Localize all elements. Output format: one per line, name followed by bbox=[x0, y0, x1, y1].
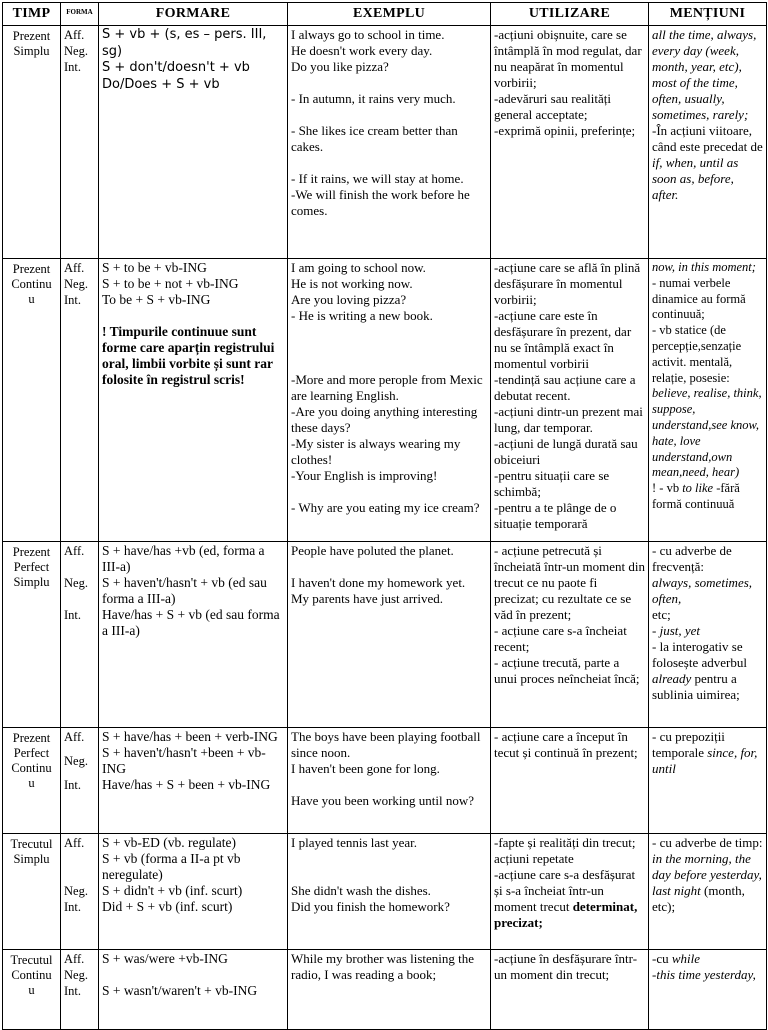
forma-cell bbox=[61, 259, 99, 542]
mentiuni-cell bbox=[649, 950, 767, 1030]
utilizare-line: - acțiune care s-a încheiat recent; bbox=[494, 623, 627, 654]
timp-line: Perfect bbox=[13, 746, 50, 760]
utilizare-line: -tendință sau acțiune care a debutat recent. bbox=[494, 372, 636, 403]
utilizare-line: -acțiune care se află în plină desfășurare în momentul vorbirii; bbox=[494, 260, 641, 307]
timp-cell bbox=[3, 728, 61, 834]
exemplu-cell bbox=[288, 728, 491, 834]
mentiuni-line: always, sometimes, often, bbox=[652, 575, 753, 606]
exemplu-cell bbox=[288, 259, 491, 542]
formare-line: S + have/has +vb (ed, forma a III-a) bbox=[102, 543, 265, 574]
exemplu-line: - She likes ice cream better than cakes. bbox=[291, 123, 458, 154]
forma-cell bbox=[61, 834, 99, 950]
forma-neg: Neg. bbox=[64, 44, 88, 58]
formare-line: S + haven't/hasn't +been + vb-ING bbox=[102, 745, 266, 776]
utilizare-line: - acțiune care a început în tecut și continuă în prezent; bbox=[494, 729, 638, 760]
timp-line: Prezent bbox=[12, 29, 51, 43]
timp-cell bbox=[3, 834, 61, 950]
timp-line: Simplu bbox=[13, 852, 50, 866]
exemplu-line: -My sister is always wearing my clothes! bbox=[291, 436, 461, 467]
exemplu-cell bbox=[288, 26, 491, 259]
timp-line: Continu bbox=[11, 761, 52, 775]
formare-line: Did + S + vb (inf. scurt) bbox=[102, 899, 233, 914]
exemplu-line: She didn't wash the dishes. bbox=[291, 883, 431, 898]
mentiuni-line: already bbox=[652, 671, 692, 686]
exemplu-line: The boys have been playing football since noon. bbox=[291, 729, 481, 760]
forma-int: Int. bbox=[64, 900, 82, 914]
mentiuni-line: -În acțiuni viitoare, când este precedat de bbox=[652, 123, 763, 154]
exemplu-line: Do you like pizza? bbox=[291, 59, 389, 74]
forma-aff: Aff. bbox=[64, 261, 85, 275]
forma-aff: Aff. bbox=[64, 544, 85, 558]
forma-aff: Aff. bbox=[64, 28, 85, 42]
header-utilizare: UTILIZARE bbox=[491, 3, 649, 26]
exemplu-cell bbox=[288, 950, 491, 1030]
formare-line: S + was/were +vb-ING bbox=[102, 951, 228, 966]
utilizare-line: -acțiune care s-a desfășurat și s-a încheiat într-un moment trecut bbox=[494, 867, 636, 914]
utilizare-line: - acțiune trecută, parte a unui proces neîncheiat încă; bbox=[494, 655, 640, 686]
mentiuni-line: - cu prepoziții temporale bbox=[652, 729, 725, 760]
mentiuni-cell bbox=[649, 259, 767, 542]
utilizare-line: -pentru a te plânge de o situație temporară bbox=[494, 500, 617, 531]
utilizare-cell bbox=[491, 950, 649, 1030]
exemplu-line: - In autumn, it rains very much. bbox=[291, 91, 456, 106]
exemplu-line: He doesn't work every day. bbox=[291, 43, 433, 58]
forma-neg: Neg. bbox=[64, 754, 88, 768]
formare-cell bbox=[99, 259, 288, 542]
mentiuni-line: -fără formă continuuă bbox=[652, 481, 740, 511]
grammar-table bbox=[2, 2, 767, 1030]
table-row bbox=[3, 26, 767, 259]
timp-line: Prezent bbox=[12, 545, 51, 559]
exemplu-line: - Why are you eating my ice cream? bbox=[291, 500, 480, 515]
timp-line: Trecutul bbox=[10, 837, 53, 851]
forma-int: Int. bbox=[64, 984, 82, 998]
mentiuni-line: if, when, until as soon as, before, after. bbox=[652, 155, 739, 202]
formare-line: S + have/has + been + verb-ING bbox=[102, 729, 278, 744]
forma-aff: Aff. bbox=[64, 836, 85, 850]
forma-cell bbox=[61, 728, 99, 834]
exemplu-line: While my brother was listening the radio, I was reading a book; bbox=[291, 951, 475, 982]
utilizare-line: -pentru situații care se schimbă; bbox=[494, 468, 610, 499]
formare-line: S + haven't/hasn't + vb (ed sau forma a III-a) bbox=[102, 575, 267, 606]
exemplu-line: Did you finish the homework? bbox=[291, 899, 450, 914]
utilizare-line: -acțiuni de lungă durată sau obiceiuri bbox=[494, 436, 638, 467]
mentiuni-cell bbox=[649, 26, 767, 259]
exemplu-line: - He is writing a new book. bbox=[291, 308, 433, 323]
exemplu-cell bbox=[288, 542, 491, 728]
mentiuni-line: - numai verbele dinamice au formă continuuă; bbox=[652, 275, 746, 322]
timp-line: Continu bbox=[11, 277, 52, 291]
timp-line: Continu bbox=[11, 968, 52, 982]
utilizare-line: -acțiuni obișnuite, care se întâmplă în mod regulat, dar nu neapărat în momentul vorbirii; bbox=[494, 27, 642, 90]
timp-cell bbox=[3, 26, 61, 259]
utilizare-line: -acțiuni dintr-un prezent mai lung, dar temporar. bbox=[494, 404, 643, 435]
forma-aff: Aff. bbox=[64, 730, 85, 744]
exemplu-line: - If it rains, we will stay at home. bbox=[291, 171, 464, 186]
formare-line: S + wasn't/waren't + vb-ING bbox=[102, 983, 258, 998]
forma-cell bbox=[61, 950, 99, 1030]
utilizare-cell bbox=[491, 834, 649, 950]
utilizare-line: -adevăruri sau realități general acceptate; bbox=[494, 91, 611, 122]
timp-line: Simplu bbox=[13, 575, 50, 589]
header-mentiuni: MENȚIUNI bbox=[649, 3, 767, 26]
exemplu-line: Are you loving pizza? bbox=[291, 292, 407, 307]
formare-line: To be + S + vb-ING bbox=[102, 292, 211, 307]
forma-neg: Neg. bbox=[64, 968, 88, 982]
mentiuni-line: now, in this moment; bbox=[652, 260, 756, 274]
header-formare: FORMARE bbox=[99, 3, 288, 26]
forma-int: Int. bbox=[64, 778, 82, 792]
formare-cell bbox=[99, 950, 288, 1030]
table-row bbox=[3, 950, 767, 1030]
formare-line: S + vb (forma a II-a pt vb neregulate) bbox=[102, 851, 241, 882]
mentiuni-line: - cu adverbe de frecvență: bbox=[652, 543, 732, 574]
formare-line: Do/Does + S + vb bbox=[102, 76, 220, 92]
formare-cell bbox=[99, 26, 288, 259]
mentiuni-line: in the morning, the day before yesterday, last night bbox=[652, 851, 762, 898]
timp-line: Prezent bbox=[12, 262, 51, 276]
mentiuni-line: - la interogativ se folosește adverbul bbox=[652, 639, 747, 670]
forma-cell bbox=[61, 26, 99, 259]
utilizare-cell bbox=[491, 26, 649, 259]
formare-line: S + vb-ED (vb. regulate) bbox=[102, 835, 236, 850]
timp-line: u bbox=[28, 292, 35, 306]
forma-int: Int. bbox=[64, 60, 82, 74]
formare-cell bbox=[99, 834, 288, 950]
timp-line: Perfect bbox=[13, 560, 50, 574]
exemplu-line: -Your English is improving! bbox=[291, 468, 438, 483]
mentiuni-line: etc; bbox=[652, 607, 671, 622]
utilizare-line: -acțiune care este în desfășurare în prezent, dar nu se întâmplă exact în momentul vorbirii bbox=[494, 308, 632, 371]
mentiuni-line: believe, realise, think, suppose, understand,see know, hate, love understand,own mean,need, hear) bbox=[652, 386, 762, 480]
exemplu-line: -More and more perople from Mexic are learning English. bbox=[291, 372, 483, 403]
utilizare-cell bbox=[491, 542, 649, 728]
header-forma: FORMA bbox=[61, 3, 99, 26]
header-timp: TIMP bbox=[3, 3, 61, 26]
table-row bbox=[3, 728, 767, 834]
mentiuni-line: pentru a sublinia uimirea; bbox=[652, 671, 740, 702]
formare-line: S + to be + not + vb-ING bbox=[102, 276, 239, 291]
utilizare-line: -acțiune în desfășurare într-un moment din trecut; bbox=[494, 951, 638, 982]
exemplu-line: Have you been working until now? bbox=[291, 793, 475, 808]
header-exemplu: EXEMPLU bbox=[288, 3, 491, 26]
table-row bbox=[3, 542, 767, 728]
mentiuni-line: - vb statice (de percepție,senzație activit. mentală, relație, posesie: bbox=[652, 323, 742, 385]
formare-line: S + didn't + vb (inf. scurt) bbox=[102, 883, 243, 898]
forma-neg: Neg. bbox=[64, 576, 88, 590]
table-row bbox=[3, 259, 767, 542]
timp-cell bbox=[3, 950, 61, 1030]
mentiuni-line: all the time, always, every day (week, month, year, etc), most of the time, often, usually, sometimes, rarely; bbox=[652, 27, 757, 122]
forma-int: Int. bbox=[64, 608, 82, 622]
mentiuni-line: - just, yet bbox=[652, 623, 701, 638]
timp-line: Trecutul bbox=[10, 953, 53, 967]
formare-line: S + to be + vb-ING bbox=[102, 260, 207, 275]
exemplu-line: -We will finish the work before he comes. bbox=[291, 187, 470, 218]
exemplu-line: People have poluted the planet. bbox=[291, 543, 454, 558]
utilizare-line: - acțiune petrecută și încheiată într-un moment din trecut ce nu paote fi precizat; cu rezultate ce se văd în prezent; bbox=[494, 543, 646, 622]
timp-line: u bbox=[28, 776, 35, 790]
formare-line: Have/has + S + been + vb-ING bbox=[102, 777, 271, 792]
mentiuni-line: - cu adverbe de timp: bbox=[652, 835, 763, 850]
mentiuni-line: to like bbox=[682, 481, 714, 496]
exemplu-line: I haven't been gone for long. bbox=[291, 761, 440, 776]
utilizare-cell bbox=[491, 259, 649, 542]
timp-line: Simplu bbox=[13, 44, 50, 58]
utilizare-line: -exprimă opinii, preferințe; bbox=[494, 123, 636, 138]
forma-neg: Neg. bbox=[64, 277, 88, 291]
timp-line: u bbox=[28, 983, 35, 997]
mentiuni-line: -cu bbox=[652, 951, 669, 966]
forma-aff: Aff. bbox=[64, 952, 85, 966]
timp-cell bbox=[3, 542, 61, 728]
exemplu-line: My parents have just arrived. bbox=[291, 591, 443, 606]
exemplu-cell bbox=[288, 834, 491, 950]
mentiuni-line: while bbox=[671, 951, 701, 966]
formare-cell bbox=[99, 542, 288, 728]
utilizare-cell bbox=[491, 728, 649, 834]
formare-cell bbox=[99, 728, 288, 834]
exemplu-line: I am going to school now. bbox=[291, 260, 426, 275]
mentiuni-line: (month, etc); bbox=[652, 883, 745, 914]
forma-int: Int. bbox=[64, 293, 82, 307]
mentiuni-line: -this time yesterday, bbox=[652, 967, 756, 982]
formare-line: S + vb + (s, es – pers. III, sg) bbox=[102, 27, 267, 59]
exemplu-line: I haven't done my homework yet. bbox=[291, 575, 466, 590]
mentiuni-cell bbox=[649, 834, 767, 950]
forma-neg: Neg. bbox=[64, 884, 88, 898]
mentiuni-line: since, for, until bbox=[652, 745, 758, 776]
timp-cell bbox=[3, 259, 61, 542]
mentiuni-cell bbox=[649, 728, 767, 834]
forma-cell bbox=[61, 542, 99, 728]
exemplu-line: He is not working now. bbox=[291, 276, 413, 291]
exemplu-line: I played tennis last year. bbox=[291, 835, 417, 850]
formare-line: S + don't/doesn't + vb bbox=[102, 60, 250, 75]
formare-line: Have/has + S + vb (ed sau forma a III-a) bbox=[102, 607, 280, 638]
utilizare-line: determinat, precizat; bbox=[494, 899, 638, 930]
header-row bbox=[3, 3, 767, 26]
exemplu-line: -Are you doing anything interesting these days? bbox=[291, 404, 478, 435]
exemplu-line: I always go to school in time. bbox=[291, 27, 445, 42]
mentiuni-line: ! - vb bbox=[652, 481, 680, 496]
utilizare-line: -fapte și realități din trecut; acțiuni repetate bbox=[494, 835, 636, 866]
timp-line: Prezent bbox=[12, 731, 51, 745]
mentiuni-cell bbox=[649, 542, 767, 728]
table-row bbox=[3, 834, 767, 950]
formare-note: ! Timpurile continuue sunt forme care aparțin registrului oral, limbii vorbite și sunt rar folosite în registrul scris! bbox=[102, 324, 275, 387]
